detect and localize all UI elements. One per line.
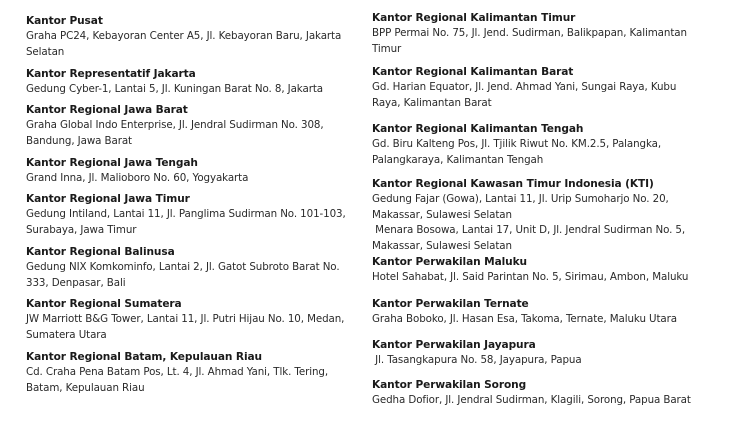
- office-address: [26, 118, 361, 149]
- address-line: Menara Bosowa, Lantai 17, Unit D, Jl. Jendral Sudirman No. 5,: [372, 224, 686, 236]
- address-line: Palangkaraya, Kalimantan Tengah: [372, 153, 544, 166]
- address-line: Graha Global Indo Enterprise, Jl. Jendral Sudirman No. 308,: [26, 119, 324, 131]
- address-line: Timur: [372, 42, 402, 55]
- office-name: Kantor Regional Jawa Tengah: [26, 157, 198, 169]
- office-name: Kantor Regional Jawa Timur: [26, 193, 190, 205]
- office-name: Kantor Regional Kalimantan Timur: [372, 12, 576, 24]
- address-line: Hotel Sahabat, Jl. Said Parintan No. 5, Sirimau, Ambon, Maluku: [372, 271, 689, 283]
- address-line: Makassar, Sulawesi Selatan: [372, 208, 512, 221]
- address-line: Raya, Kalimantan Barat: [372, 96, 492, 109]
- office-address: [26, 29, 361, 60]
- office-name: Kantor Regional Kawasan Timur Indonesia (KTI): [372, 178, 654, 190]
- address-line: Cd. Craha Pena Batam Pos, Lt. 4, Jl. Ahmad Yani, Tlk. Tering,: [26, 366, 329, 378]
- office-kantor-pusat: [26, 14, 361, 60]
- office-batam: [26, 350, 361, 396]
- office-address: [372, 393, 712, 409]
- office-address: [372, 192, 712, 254]
- address-line: BPP Permai No. 75, Jl. Jend. Sudirman, Balikpapan, Kalimantan: [372, 27, 687, 39]
- office-address: [26, 365, 361, 396]
- office-ternate: [372, 297, 712, 328]
- address-line: Sumatera Utara: [26, 328, 107, 341]
- office-name: Kantor Perwakilan Sorong: [372, 379, 527, 391]
- address-line: Gedung NIX Komkominfo, Lantai 2, Jl. Gatot Subroto Barat No.: [26, 261, 340, 273]
- address-line: Graha Boboko, Jl. Hasan Esa, Takoma, Ternate, Maluku Utara: [372, 313, 677, 325]
- office-jawa-barat: [26, 103, 361, 149]
- address-line: Graha PC24, Kebayoran Center A5, Jl. Kebayoran Baru, Jakarta: [26, 30, 342, 42]
- address-line: Batam, Kepulauan Riau: [26, 381, 145, 394]
- office-kti: [372, 177, 712, 254]
- office-sorong: [372, 378, 712, 409]
- office-name: Kantor Perwakilan Jayapura: [372, 339, 536, 351]
- office-balinusa: [26, 245, 361, 291]
- office-jawa-timur: [26, 192, 361, 238]
- address-line: Selatan: [26, 45, 65, 58]
- address-line: Gedha Dofior, Jl. Jendral Sudirman, Klagili, Sorong, Papua Barat: [372, 394, 691, 406]
- address-line: Gd. Harian Equator, Jl. Jend. Ahmad Yani, Sungai Raya, Kubu: [372, 81, 677, 93]
- office-kalimantan-timur: [372, 11, 712, 57]
- address-line: JW Marriott B&G Tower, Lantai 11, Jl. Putri Hijau No. 10, Medan,: [26, 313, 345, 325]
- office-address: [26, 82, 361, 98]
- office-name: Kantor Regional Kalimantan Barat: [372, 66, 574, 78]
- office-maluku: [372, 255, 712, 286]
- office-address: [372, 80, 712, 111]
- office-address: [26, 207, 361, 238]
- office-kalimantan-barat: [372, 65, 712, 111]
- office-kalimantan-tengah: [372, 122, 712, 168]
- address-line: Gedung Intiland, Lantai 11, Jl. Panglima Sudirman No. 101-103,: [26, 208, 346, 220]
- address-line: Gd. Biru Kalteng Pos, Jl. Tjilik Riwut No. KM.2.5, Palangka,: [372, 138, 662, 150]
- office-name: Kantor Perwakilan Ternate: [372, 298, 529, 310]
- office-address: [372, 26, 712, 57]
- address-line: Bandung, Jawa Barat: [26, 134, 132, 147]
- office-address: [372, 270, 712, 286]
- office-name: Kantor Regional Balinusa: [26, 246, 175, 258]
- office-representatif-jakarta: [26, 67, 361, 98]
- address-line: Grand Inna, Jl. Malioboro No. 60, Yogyakarta: [26, 172, 249, 184]
- office-name: Kantor Representatif Jakarta: [26, 68, 196, 80]
- address-line: Makassar, Sulawesi Selatan: [372, 239, 512, 252]
- office-address: [372, 312, 712, 328]
- office-address: [26, 260, 361, 291]
- office-name: Kantor Regional Batam, Kepulauan Riau: [26, 351, 262, 363]
- office-address: [372, 137, 712, 168]
- office-jayapura: [372, 338, 712, 369]
- address-line: Gedung Cyber-1, Lantai 5, Jl. Kuningan Barat No. 8, Jakarta: [26, 83, 323, 95]
- office-name: Kantor Pusat: [26, 15, 103, 27]
- office-name: Kantor Regional Sumatera: [26, 298, 182, 310]
- office-name: Kantor Regional Kalimantan Tengah: [372, 123, 584, 135]
- address-line: Gedung Fajar (Gowa), Lantai 11, Jl. Urip Sumoharjo No. 20,: [372, 193, 669, 205]
- address-line: Surabaya, Jawa Timur: [26, 223, 137, 236]
- office-sumatera: [26, 297, 361, 343]
- office-address: [26, 171, 361, 187]
- office-address: [26, 312, 361, 343]
- office-name: Kantor Regional Jawa Barat: [26, 104, 188, 116]
- office-name: Kantor Perwakilan Maluku: [372, 256, 528, 268]
- address-line: 333, Denpasar, Bali: [26, 276, 126, 289]
- address-line: Jl. Tasangkapura No. 58, Jayapura, Papua: [372, 354, 582, 366]
- office-address: [372, 353, 712, 369]
- office-jawa-tengah: [26, 156, 361, 187]
